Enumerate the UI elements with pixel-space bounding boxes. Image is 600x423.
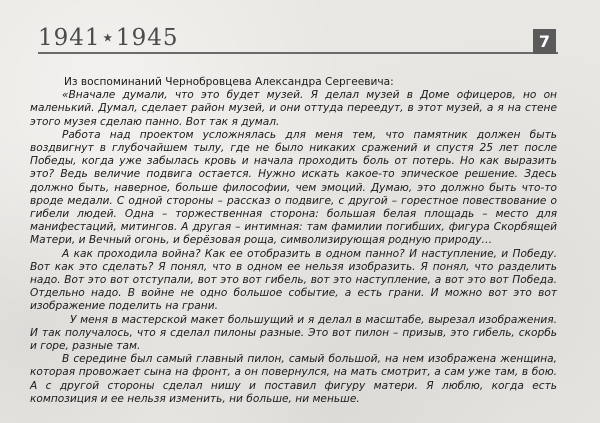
- page-number: 7: [533, 29, 556, 54]
- page-title: 1941⋆1945: [38, 25, 179, 51]
- memoir-text: [30, 76, 557, 406]
- paragraph-1: «Вначале думали, что это будет музей. Я делал музей в Доме офицеров, но он маленький. Думал, сделает район музей, и они оттуда переедут, в этот музей, а я на стене этого музея сделаю панно. Вот так я думал.: [30, 89, 557, 128]
- memoir-source-line: Из воспоминаний Чернобровцева Александра Сергеевича:: [64, 76, 394, 88]
- header-divider: [38, 52, 558, 54]
- paragraph-3: А как проходила война? Как ее отобразить в одном панно? И наступление, и Победу. Вот как это сделать? Я понял, что в одном ее нельзя изобразить. Я понял, что разделить надо. Вот это вот отступали, вот это вот гибель, вот это наступление, а вот это вот Победа. Отдельно надо. В войне не одно большое событие, а есть грани. И можно вот это вот изображение поделить на грани.: [30, 247, 557, 313]
- page-header: [0, 0, 600, 60]
- paragraph-5: В середине был самый главный пилон, самый большой, на нем изображена женщина, которая провожает сына на фронт, а он повернулся, на мать смотрит, а сам уже там, в бою. А с другой стороны сделал нишу и поставил фигуру матери. Я люблю, когда есть композиция и ее нельзя изменить, ни больше, ни меньше.: [30, 353, 557, 405]
- paragraph-4: У меня в мастерской макет большущий и я делал в масштабе, вырезал изображения. И так получалось, что я сделал пилоны разные. Это вот пилон – призыв, это гибель, скорбь и горе, разные там.: [30, 313, 557, 353]
- paragraph-2: Работа над проектом усложнялась для меня тем, что памятник должен быть воздвигнут в глубочайшем тылу, где не было никаких сражений и спустя 25 лет после Победы, когда уже забылась кровь и начала проходить боль от потерь. Но как выразить это? Ведь величие подвига остается. Нужно искать какое-то эпическое решение. Здесь должно быть, наверное, больше философии, чем эмоций. Думаю, это должно быть что-то вроде медали. С одной стороны – рассказ о подвиге, с другой – горестное повествование о гибели людей. Одна – торжественная сторона: большая белая площадь – место для манифестаций, митингов. А другая – интимная: там фамилии погибших, фигура Скорбящей Матери, и Вечный огонь, и берёзовая роща, символизирующая родную природу…: [30, 128, 557, 247]
